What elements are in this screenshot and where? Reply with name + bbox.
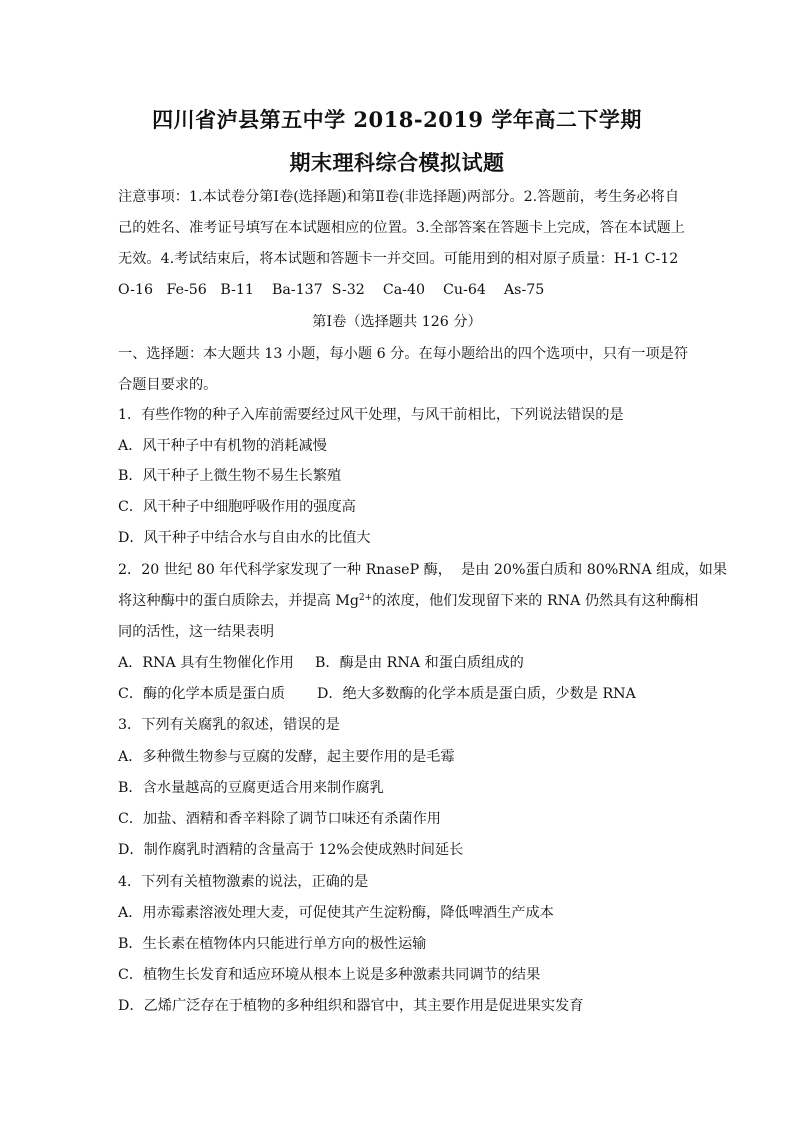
notice-line-2: 己的姓名、准考证号填写在本试题相应的位置。3.全部答案在答题卡上完成，答在本试题上 — [118, 220, 685, 236]
q1-option-a: A．风干种子中有机物的消耗减慢 — [118, 438, 327, 454]
q2-option-b: B．酶是由 RNA 和蛋白质组成的 — [315, 655, 524, 671]
q2-stem-line-2 — [118, 592, 699, 610]
q2-stem-line-1: 2．20 世纪 80 年代科学家发现了一种 RnaseP 酶， 是由 20%蛋白质和 80%RNA 组成，如果 — [118, 562, 728, 578]
q2-stem-text-a: 将这种酶中的蛋白质除去，并提高 Mg — [118, 593, 359, 609]
q3-stem: 3．下列有关腐乳的叙述，错误的是 — [118, 717, 340, 733]
notice-line-1: 注意事项：1.本试卷分第Ⅰ卷(选择题)和第Ⅱ卷(非选择题)两部分。2.答题前，考生务必将自 — [118, 189, 680, 205]
notice-line-3: 无效。4.考试结束后，将本试题和答题卡一并交回。可能用到的相对原子质量：H-1 C-12 — [118, 251, 679, 267]
notice-line-4: O-16 Fe-56 B-11 Ba-137 S-32 Ca-40 Cu-64 As-75 — [118, 282, 545, 298]
exam-subtitle: 期末理科综合模拟试题 — [289, 150, 505, 175]
q3-option-d: D．制作腐乳时酒精的含量高于 12%会使成熟时间延长 — [118, 842, 464, 858]
q1-stem: 1．有些作物的种子入库前需要经过风干处理，与风干前相比，下列说法错误的是 — [118, 407, 624, 423]
q1-option-d: D．风干种子中结合水与自由水的比值大 — [118, 530, 371, 546]
q4-option-b: B．生长素在植物体内只能进行单方向的极性运输 — [118, 936, 427, 952]
section-intro-line-2: 合题目要求的。 — [118, 377, 218, 393]
exam-title: 四川省泸县第五中学 2018-2019 学年高二下学期 — [152, 107, 642, 132]
q2-options-row-2 — [118, 685, 678, 703]
q4-stem: 4．下列有关植物激素的说法，正确的是 — [118, 874, 369, 890]
q3-option-b: B．含水量越高的豆腐更适合用来制作腐乳 — [118, 780, 384, 796]
q4-option-c: C．植物生长发育和适应环境从根本上说是多种激素共同调节的结果 — [118, 967, 541, 983]
section-intro-line-1: 一、选择题：本大题共 13 小题，每小题 6 分。在每小题给出的四个选项中，只有一项是符 — [118, 346, 689, 362]
q4-option-d: D．乙烯广泛存在于植物的多种组织和器官中，其主要作用是促进果实发育 — [118, 998, 584, 1014]
q2-stem-line-3: 同的活性，这一结果表明 — [118, 624, 275, 640]
q2-stem-text-b: 的浓度，他们发现留下来的 RNA 仍然具有这种酶相 — [372, 593, 699, 609]
q3-option-c: C．加盐、酒精和香辛料除了调节口味还有杀菌作用 — [118, 811, 441, 827]
q3-option-a: A．多种微生物参与豆腐的发酵，起主要作用的是毛霉 — [118, 749, 455, 765]
q4-option-a: A．用赤霉素溶液处理大麦，可促使其产生淀粉酶，降低啤酒生产成本 — [118, 905, 554, 921]
q1-option-c: C．风干种子中细胞呼吸作用的强度高 — [118, 499, 356, 515]
q1-option-b: B．风干种子上微生物不易生长繁殖 — [118, 468, 342, 484]
q2-options-row-1 — [118, 654, 678, 672]
q2-superscript: 2+ — [358, 593, 373, 603]
q2-option-a: A．RNA 具有生物催化作用 — [118, 655, 294, 671]
q2-option-d: D．绝大多数酶的化学本质是蛋白质，少数是 RNA — [317, 686, 636, 702]
q2-option-c: C．酶的化学本质是蛋白质 — [118, 686, 285, 702]
section-title: 第Ⅰ卷（选择题共 126 分） — [312, 314, 482, 330]
